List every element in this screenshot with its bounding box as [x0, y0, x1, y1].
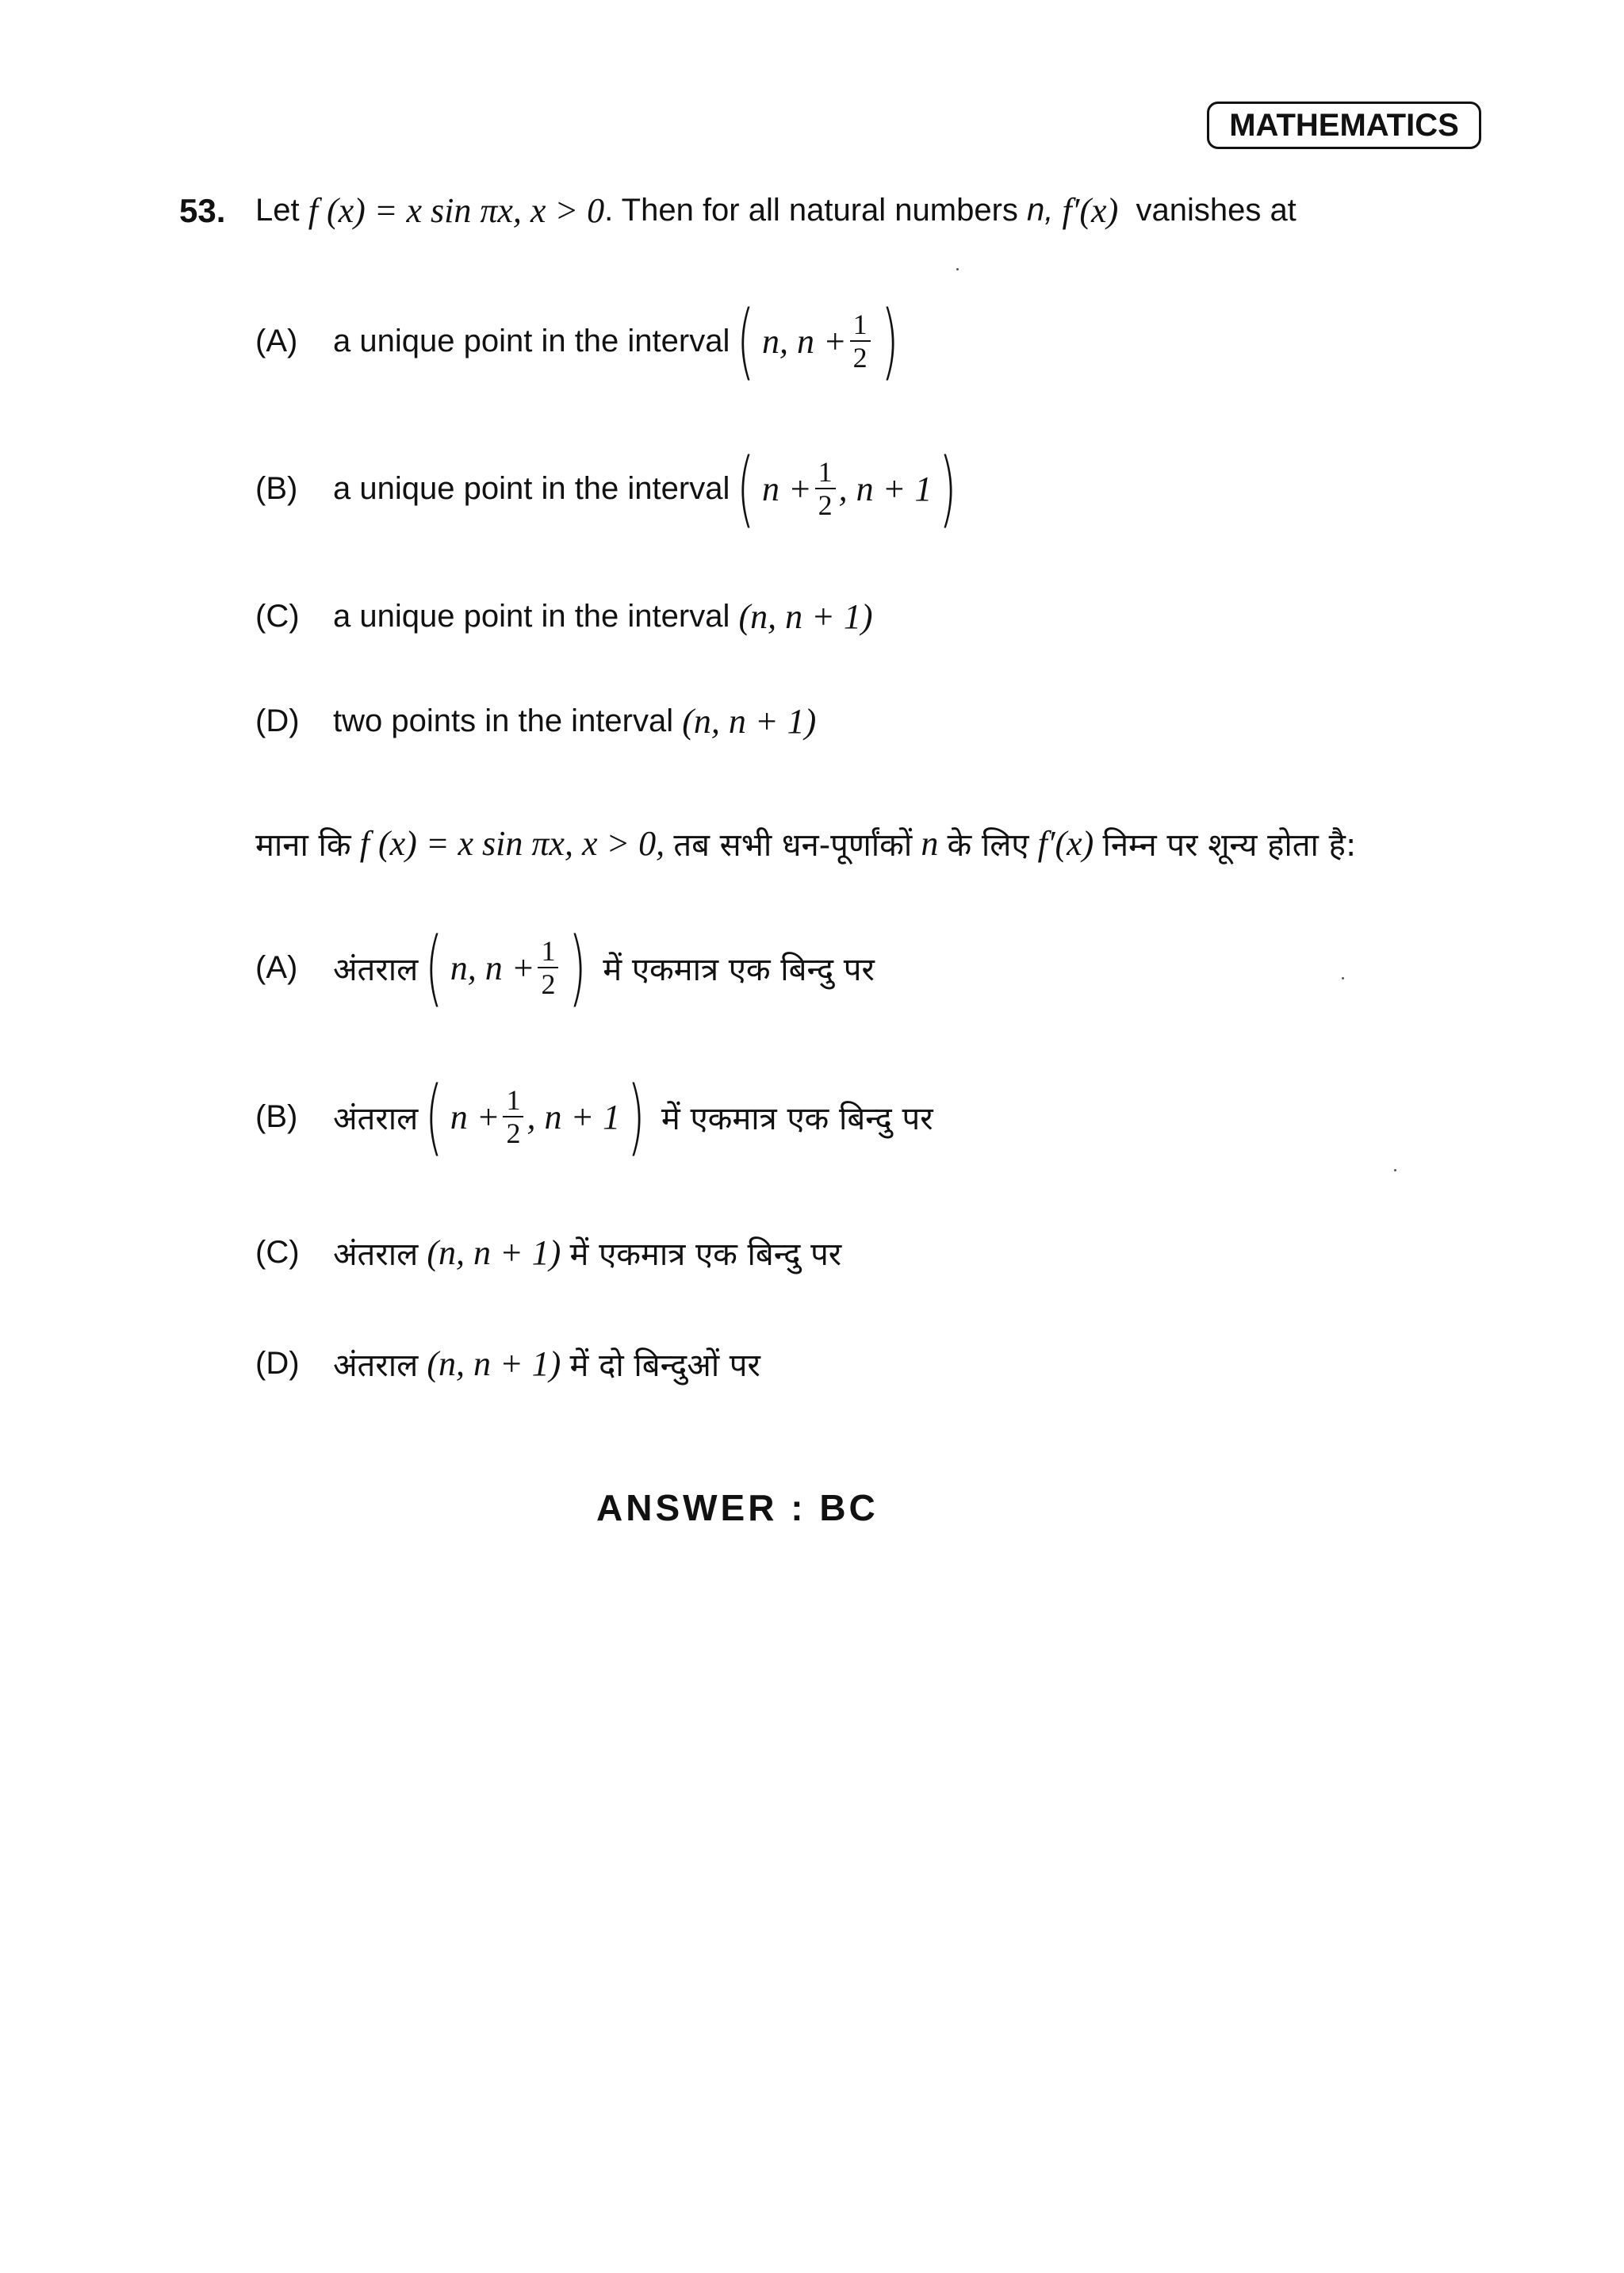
option-label: (B) [255, 470, 298, 506]
stem-let: Let [255, 193, 300, 228]
fraction-half [850, 310, 871, 372]
option-prefix: अंतराल [333, 1236, 419, 1273]
paren-left: ( [737, 440, 755, 537]
interval-left: n, n + [761, 321, 847, 361]
option-label: (A) [255, 949, 298, 985]
fraction-denominator: 2 [852, 342, 868, 374]
fraction-numerator: 1 [538, 937, 558, 968]
option-label: (A) [255, 323, 298, 358]
option-suffix: में एकमात्र एक बिन्दु पर [603, 951, 875, 988]
option-label: (C) [255, 1235, 300, 1270]
option-en-a [255, 293, 906, 389]
option-label: (B) [255, 1098, 298, 1134]
stem-function: f (x) = x sin πx, x > 0 [308, 191, 605, 230]
scan-speck [1394, 1169, 1396, 1171]
interval: (n, n + 1) [738, 597, 873, 636]
fraction-denominator: 2 [818, 489, 833, 521]
fraction-numerator: 1 [850, 310, 871, 342]
fraction-half [815, 458, 836, 519]
option-en-c [255, 596, 872, 637]
option-label: (D) [255, 703, 300, 738]
interval: (n, n + 1) [427, 1344, 561, 1383]
paren-left: ( [425, 1068, 443, 1165]
stem-hi-start: माना कि [255, 827, 351, 864]
paren-right: ) [939, 440, 957, 537]
option-prefix: अंतराल [333, 951, 419, 988]
stem-hi-n: n [921, 824, 939, 863]
paren-left: ( [425, 919, 443, 1016]
option-label: (D) [255, 1346, 300, 1381]
paren-right: ) [569, 919, 587, 1016]
option-hi-b [255, 1068, 933, 1165]
fraction-half [503, 1086, 523, 1148]
question-stem-en [255, 190, 1297, 231]
paren-left: ( [737, 293, 755, 389]
option-text: a unique point in the interval [333, 470, 730, 506]
question-stem-hi [255, 822, 1356, 865]
paren-right: ) [627, 1068, 645, 1165]
option-suffix: में दो बिन्दुओं पर [569, 1347, 760, 1384]
option-prefix: अंतराल [333, 1347, 419, 1384]
stem-derivative: f′(x) [1062, 191, 1119, 230]
interval-left: n + [761, 469, 812, 508]
interval-left: n, n + [450, 948, 535, 987]
answer-text: ANSWER : BC [596, 1487, 879, 1528]
option-hi-d [255, 1342, 760, 1386]
stem-hi-end: निम्न पर शून्य होता है: [1102, 827, 1357, 864]
option-hi-c [255, 1231, 841, 1274]
interval: (n, n + 1) [682, 702, 817, 741]
fraction-denominator: 2 [506, 1117, 521, 1149]
option-label: (C) [255, 599, 300, 634]
question-number: 53. [179, 192, 226, 229]
subject-label: MATHEMATICS [1207, 102, 1481, 149]
stem-then: . Then for all natural numbers [604, 193, 1018, 228]
stem-end: vanishes at [1136, 193, 1297, 228]
paren-right: ) [880, 293, 899, 389]
option-text: a unique point in the interval [333, 323, 730, 358]
stem-hi-mid2: के लिए [947, 827, 1029, 864]
option-suffix: में एकमात्र एक बिन्दु पर [661, 1100, 933, 1137]
stem-hi-derivative: f′(x) [1037, 824, 1094, 863]
scan-speck [1342, 977, 1344, 979]
interval-left: n + [450, 1097, 500, 1136]
interval: (n, n + 1) [427, 1233, 561, 1272]
option-text: a unique point in the interval [333, 599, 730, 634]
option-en-b [255, 440, 964, 537]
stem-hi-function: f (x) = x sin πx, x > 0, [359, 824, 665, 863]
option-text: two points in the interval [333, 703, 674, 738]
fraction-half [538, 937, 558, 999]
option-suffix: में एकमात्र एक बिन्दु पर [569, 1236, 842, 1273]
option-prefix: अंतराल [333, 1100, 419, 1137]
scan-speck [956, 268, 959, 270]
interval-right: , n + 1 [838, 469, 933, 508]
stem-hi-mid: तब सभी धन-पूर्णांकों [673, 827, 913, 864]
option-en-d [255, 701, 816, 742]
fraction-numerator: 1 [503, 1086, 523, 1117]
fraction-numerator: 1 [815, 458, 836, 489]
stem-n: n, [1027, 193, 1054, 228]
option-hi-a [255, 919, 875, 1016]
interval-right: , n + 1 [527, 1097, 621, 1136]
fraction-denominator: 2 [541, 968, 556, 1000]
